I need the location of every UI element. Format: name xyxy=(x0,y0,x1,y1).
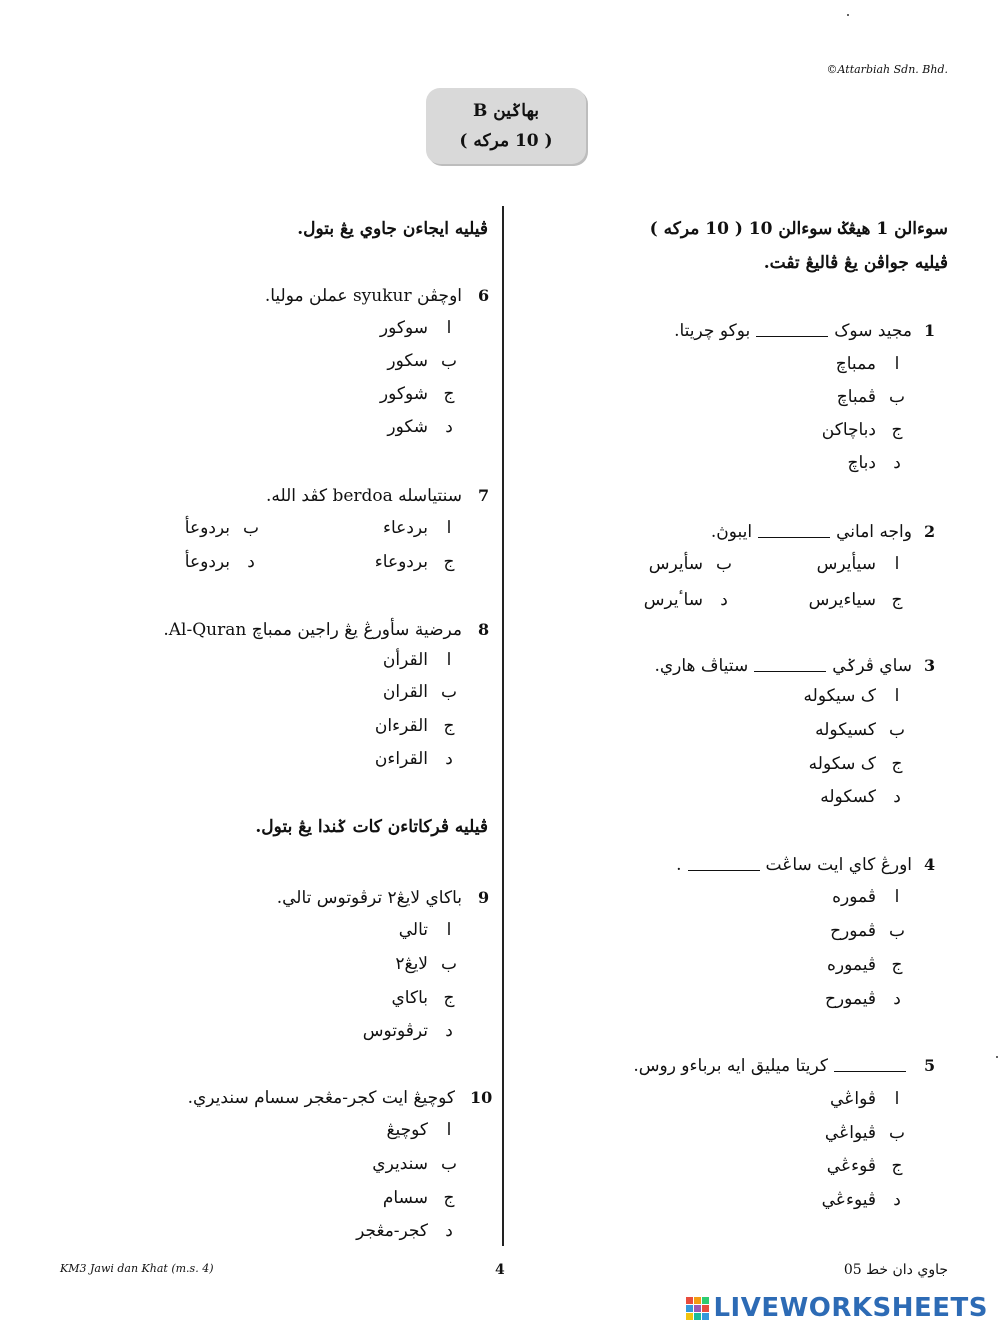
section-title-box xyxy=(426,88,586,164)
option-c[interactable]: جشوکور xyxy=(379,384,455,404)
option-a[interactable]: ابردعاء xyxy=(383,518,452,538)
question-number: 7 xyxy=(478,486,490,505)
option-a[interactable]: اکوچيڠ xyxy=(386,1120,452,1140)
answer-blank xyxy=(688,860,760,871)
option-c[interactable]: جباکاي xyxy=(391,988,455,1008)
option-c[interactable]: جسسام xyxy=(382,1188,455,1208)
answer-blank xyxy=(758,527,830,538)
option-a[interactable]: اتالي xyxy=(398,920,452,940)
question-stem: کوچيڠ ايت کجر-مڠجر سسام سنديري. xyxy=(187,1088,455,1108)
option-c[interactable]: جبردوعاء xyxy=(374,552,455,572)
question-number: 2 xyxy=(924,522,936,541)
question-stem: واجه امانيايبوڽ. xyxy=(710,522,912,542)
footer-book-reference: KM3 Jawi dan Khat (m.s. 4) xyxy=(60,1262,214,1275)
question-stem: مرضية سأورڠ يڠ راجين ممباچ Al-Quran. xyxy=(163,620,462,640)
option-d[interactable]: دشکور xyxy=(387,417,453,437)
footer-book-title: جاوي دان خط 05 xyxy=(843,1262,948,1278)
option-d[interactable]: دساٴيرس xyxy=(643,590,728,610)
section-heading-spelling: ڤيليه ايجاءن جاوي يڠ بتول. xyxy=(297,219,488,239)
instructions-line-2: ڤيليه جواڤن يڠ ڤاليڠ تڤت. xyxy=(763,253,948,273)
option-d[interactable]: دڤيمورح xyxy=(824,989,901,1009)
option-c[interactable]: جسياءيرس xyxy=(808,590,903,610)
question-number: 3 xyxy=(924,656,936,675)
option-b[interactable]: بڤمباچ xyxy=(836,387,905,407)
option-c[interactable]: جک سکوله xyxy=(808,754,903,774)
option-c[interactable]: جڤيموره xyxy=(827,955,903,975)
answer-blank xyxy=(754,661,826,672)
option-d[interactable]: دالقراءن xyxy=(374,749,453,769)
option-b[interactable]: بسکور xyxy=(387,351,457,371)
question-stem: سنتياسله berdoa کڤد الله. xyxy=(265,486,462,506)
option-b[interactable]: ببردوعأ xyxy=(184,518,259,538)
question-stem: اوچڤن syukur عملن موليا. xyxy=(264,286,462,306)
question-stem: باکاي لايڠ٢ ترڤوتوس تالي. xyxy=(276,888,462,908)
option-d[interactable]: دبردوعأ xyxy=(184,552,255,572)
instructions-heading xyxy=(528,212,948,280)
option-b[interactable]: بڤمورح xyxy=(830,921,905,941)
page-number: 4 xyxy=(495,1262,505,1278)
option-d[interactable]: دکجر-مڠجر xyxy=(356,1221,453,1241)
question-stem: کريتا ميليق ايه برباءو روس. xyxy=(532,1052,912,1080)
option-c[interactable]: جالقرءان xyxy=(374,716,455,736)
option-b[interactable]: بکسيکوله xyxy=(815,720,905,740)
option-a[interactable]: اک سيکوله xyxy=(803,686,900,706)
question-number: 8 xyxy=(478,620,490,639)
question-number: 4 xyxy=(924,855,936,874)
answer-blank xyxy=(834,1061,906,1072)
question-stem: مجيد سوکبوکو چريتا. xyxy=(674,321,912,341)
option-c[interactable]: جڤوءڠي xyxy=(826,1156,903,1176)
option-c[interactable]: جدباچاکن xyxy=(821,420,903,440)
option-b[interactable]: بسنديري xyxy=(372,1154,457,1174)
question-number: 1 xyxy=(924,321,936,340)
section-marks: ( 10 مركه ) xyxy=(459,131,553,151)
option-d[interactable]: دڤيوءڠي xyxy=(821,1190,901,1210)
option-d[interactable]: ددباچ xyxy=(847,453,901,473)
section-heading-doubling: ڤيليه ڤرکاتاءن کات ݢندا يڠ بتول. xyxy=(255,817,488,837)
section-title: بهاݢين B xyxy=(472,101,540,121)
liveworksheets-grid-icon xyxy=(686,1297,709,1320)
question-stem: اورڠ کاي ايت ساڠت. xyxy=(676,855,912,875)
liveworksheets-wordmark: LIVEWORKSHEETS xyxy=(713,1293,988,1323)
liveworksheets-logo[interactable] xyxy=(686,1290,988,1326)
question-stem: ساي ڤرݢيستياڤ هاري. xyxy=(654,656,912,676)
option-b[interactable]: بلايڠ٢ xyxy=(395,954,457,974)
column-divider xyxy=(502,206,504,1246)
option-a[interactable]: اڤموره xyxy=(832,887,900,907)
option-a[interactable]: اسوکور xyxy=(379,318,452,338)
option-a[interactable]: اممباچ xyxy=(835,354,900,374)
question-number: 5 xyxy=(924,1056,936,1075)
question-number: 9 xyxy=(478,888,490,907)
option-b[interactable]: بالقران xyxy=(382,682,457,702)
option-d[interactable]: دترڤوتوس xyxy=(362,1021,453,1041)
option-d[interactable]: دکسکوله xyxy=(820,787,901,807)
scan-dot xyxy=(847,14,849,16)
instructions-line-1: سوءالن 1 هيڠݢ سوءالن 10 ( 10 مركه ) xyxy=(649,219,948,239)
scan-dot xyxy=(996,1056,998,1058)
option-a[interactable]: اڤواڠي xyxy=(830,1089,900,1109)
option-b[interactable]: بسأيرس xyxy=(648,554,732,574)
question-number: 6 xyxy=(478,286,490,305)
question-number: 10 xyxy=(470,1088,493,1107)
answer-blank xyxy=(756,326,828,337)
option-b[interactable]: بڤيواڠي xyxy=(824,1123,905,1143)
option-a[interactable]: اسيأيرس xyxy=(816,554,900,574)
option-a[interactable]: االقرأن xyxy=(382,650,452,670)
copyright-notice: ©Attarbiah Sdn. Bhd. xyxy=(826,63,948,76)
